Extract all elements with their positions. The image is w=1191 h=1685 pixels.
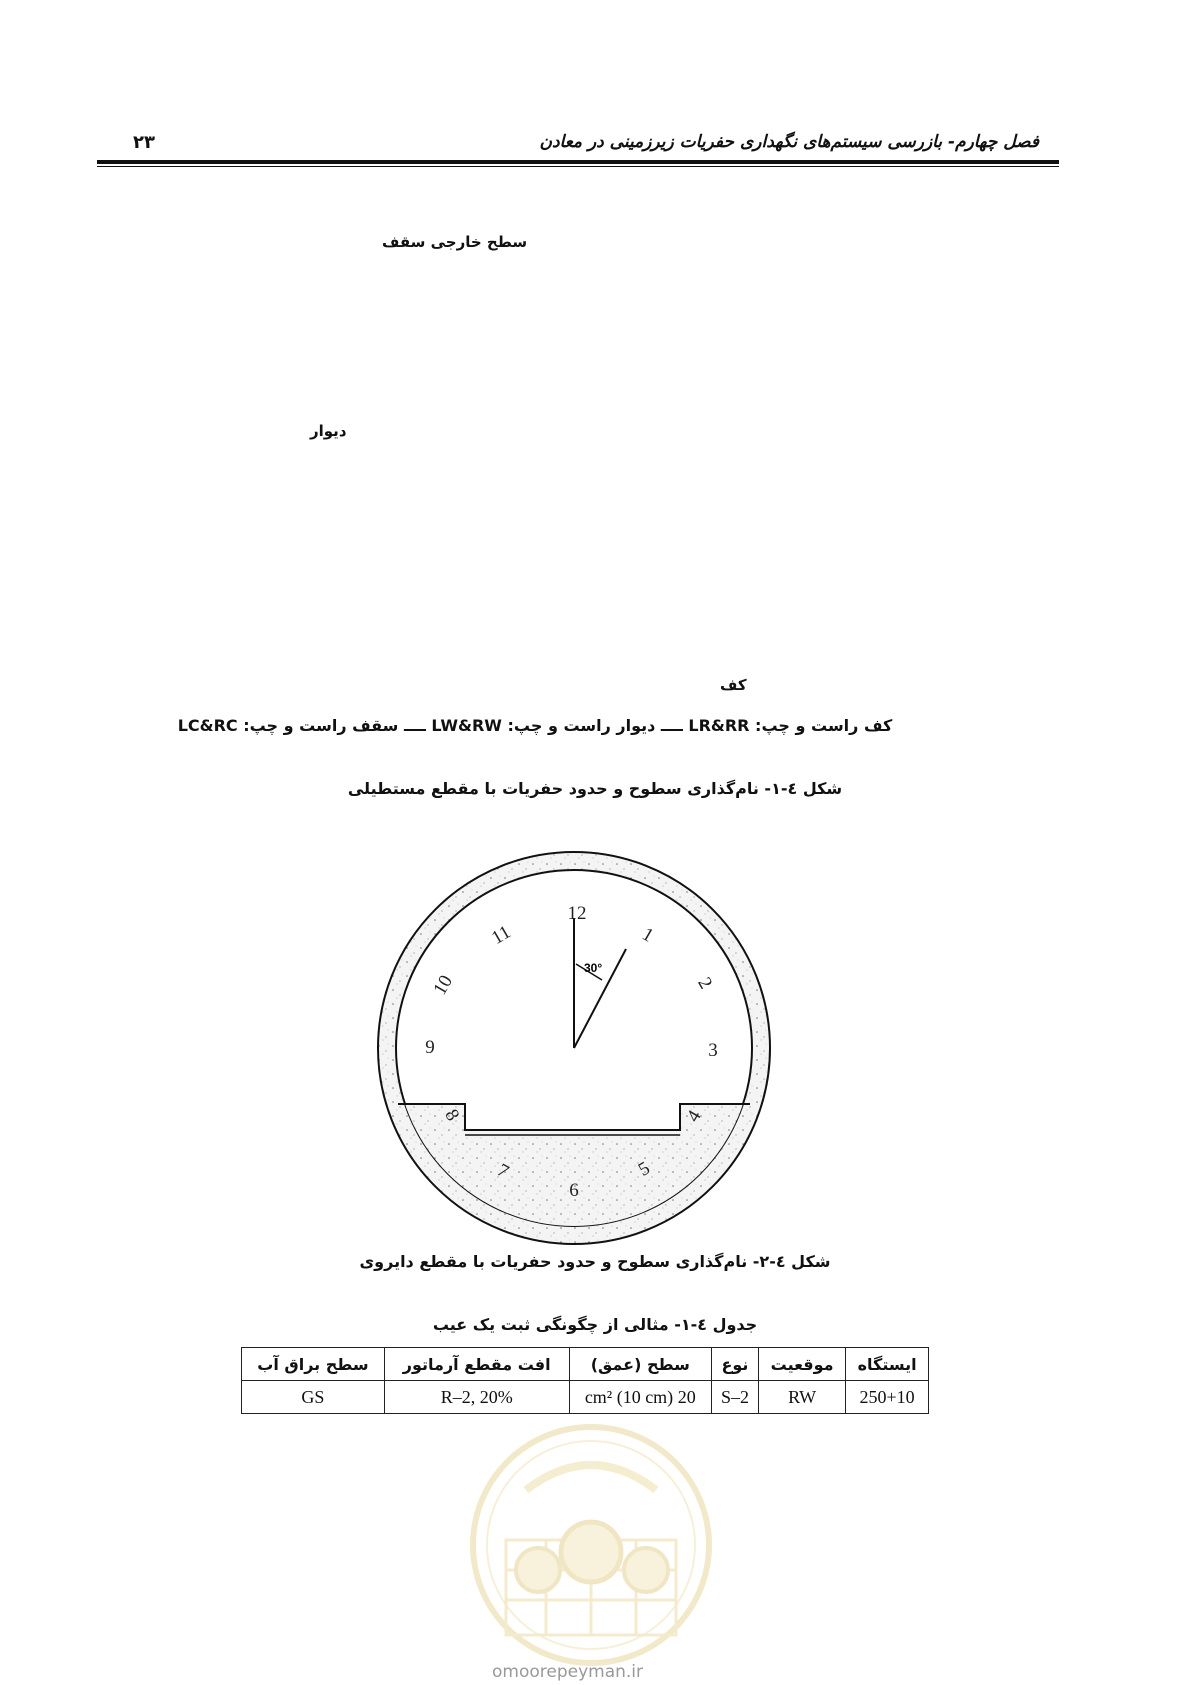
clock-number-10: 10 xyxy=(429,971,458,999)
clock-number-3: 3 xyxy=(708,1040,718,1061)
clock-number-8: 8 xyxy=(440,1105,464,1125)
cell-type: S–2 xyxy=(711,1381,758,1414)
header-rule-thick xyxy=(97,160,1059,164)
header-location: موقعیت xyxy=(759,1348,846,1381)
header-rule-thin xyxy=(97,166,1059,167)
header-surface-depth: سطح (عمق) xyxy=(569,1348,711,1381)
header-station: ایستگاه xyxy=(846,1348,929,1381)
clock-number-4: 4 xyxy=(682,1106,706,1126)
angle-label: 30° xyxy=(584,961,603,975)
figure2-caption: شکل ٤-٢- نام‌گذاری سطوح و حدود حفریات با مقطع دایروی xyxy=(359,1252,831,1271)
cell-surface-depth: 20 cm² (10 cm) xyxy=(569,1381,711,1414)
figure1-caption: شکل ٤-١- نام‌گذاری سطوح و حدود حفریات با مقطع مستطیلی xyxy=(347,779,843,798)
page-number: ۲۳ xyxy=(133,132,155,153)
cell-rebar-loss: R–2, 20% xyxy=(384,1381,569,1414)
watermark-logo xyxy=(466,1420,716,1670)
clock-number-1: 1 xyxy=(638,923,658,947)
clock-number-11: 11 xyxy=(488,921,515,949)
clock-number-12: 12 xyxy=(567,903,587,924)
chapter-title: فصل چهارم- بازرسی سیستم‌های نگهداری حفریات زیرزمینی در معادن xyxy=(539,132,1039,152)
label-roof-outer-surface: سطح خارجی سقف xyxy=(382,233,528,251)
clock-number-9: 9 xyxy=(425,1037,435,1058)
table-title: جدول ٤-١- مثالی از چگونگی ثبت یک عیب xyxy=(432,1315,758,1334)
cell-station: 250+10 xyxy=(846,1381,929,1414)
label-wall: دیوار xyxy=(310,422,347,440)
circular-section-diagram xyxy=(362,846,782,1246)
table-header-row xyxy=(242,1348,929,1381)
cell-location: RW xyxy=(759,1381,846,1414)
defect-record-table xyxy=(241,1347,929,1414)
cell-water-gloss: GS xyxy=(242,1381,385,1414)
header-type: نوع xyxy=(711,1348,758,1381)
header-rebar-loss: افت مقطع آرماتور xyxy=(384,1348,569,1381)
watermark-text: omoorepeyman.ir xyxy=(492,1662,644,1682)
clock-number-6: 6 xyxy=(569,1180,579,1201)
clock-number-5: 5 xyxy=(634,1157,654,1181)
header-water-gloss: سطح براق آب xyxy=(242,1348,385,1381)
clock-number-2: 2 xyxy=(693,973,717,993)
figure1-legend: کف راست و چپ: LR&RR ــــ دیوار راست و چپ: LW&RW ــــ سقف راست و چپ: LC&RC xyxy=(177,716,893,735)
label-floor: کف xyxy=(720,676,747,694)
clock-number-7: 7 xyxy=(493,1159,513,1183)
table-row xyxy=(242,1381,929,1414)
